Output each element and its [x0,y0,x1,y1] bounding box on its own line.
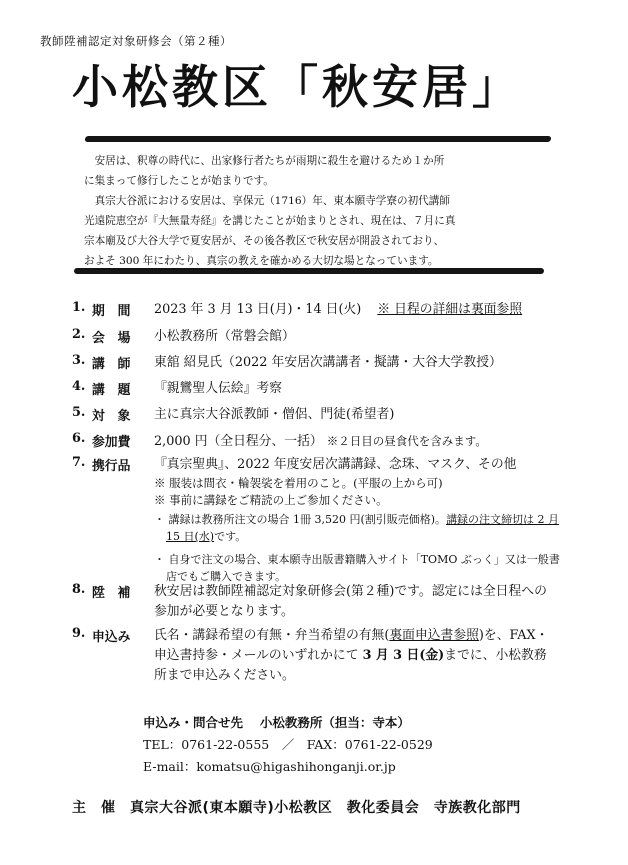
item-value [154,300,564,320]
item-label: 参加費 [92,435,131,450]
intro-text [84,151,546,271]
period-note: ※ 日程の詳細は裏面参照 [377,302,523,317]
item-label: 講 題 [92,383,131,398]
item-value [154,626,554,686]
application-deadline: 3 月 3 日(金) [362,648,445,663]
intro-p2-line1: 真宗大谷派における安居は、享保元（1716）年、東本願寺学寮の初代講師 [94,195,450,207]
item-label: 会 場 [92,331,131,346]
period-dates: 2023 年 3 月 13 日(月)・14 日(火) [154,302,362,317]
order-note [154,511,564,545]
item-label: 陞 補 [92,586,131,601]
order-note-deadline: 締切は 2 月 15 日(水) [166,513,560,543]
item-value [154,455,564,585]
fee-note: ※２日目の昼食代を含みます。 [326,434,487,448]
brush-divider-bottom [74,268,544,274]
self-order-note: ・ 自身で注文の場合、東本願寺出版書籍購入サイト「TOMO ぶっく」又は一般書店でもご購入できます。 [154,553,560,583]
organizer-footer: 主 催 真宗大谷派(東本願寺)小松教区 教化委員会 寺族教化部門 [72,800,521,816]
item-label: 期 間 [92,304,131,319]
item-number: 8. [72,582,86,597]
contact-block [143,712,433,778]
contact-email[interactable]: E-mail：komatsu@higashihonganji.or.jp [143,759,396,774]
fee-amount: 2,000 円（全日程分、一括） [154,434,323,449]
item-number: 3. [72,353,86,368]
belongings-list: 『真宗聖典』、2022 年度安居次講講録、念珠、マスク、その他 [154,457,517,472]
item-number: 6. [72,431,86,446]
intro-p2-line4: およそ 300 年にわたり、真宗の教えを確かめる大切な場となっています。 [84,255,439,267]
item-label: 携行品 [92,459,131,474]
item-value: 小松教務所（常磐会館） [154,329,295,344]
intro-p2-line2: 光遠院恵空が『大無量寿経』を講じたことが始まりとされ、現在は、７月に真 [84,215,456,227]
dress-note: ※ 服装は間衣・輪袈裟を着用のこと。(平服の上から可) [154,476,443,490]
reading-note: ※ 事前に講録をご精読の上ご参加ください。 [154,493,388,507]
item-value [154,431,564,452]
intro-p1-line1: 安居は、釈尊の時代に、出家修行者たちが雨期に殺生を避けるため１か所 [94,155,445,167]
application-text-c: までに、小松教務所まで申込みください。 [154,648,547,683]
item-value: 秋安居は教師陞補認定対象研修会(第２種)です。認定には全日程への参加が必要となります。 [154,584,547,619]
item-label: 講 師 [92,357,131,372]
item-number: 1. [72,300,86,315]
intro-p2-line3: 宗本廟及び大谷大学で夏安居が、その後各教区で秋安居が開設されており、 [84,235,445,247]
item-value: 『親鸞聖人伝絵』考察 [154,381,282,396]
contact-heading: 申込み・問合せ先 小松教務所（担当：寺本） [143,715,410,730]
item-label: 対 象 [92,409,131,424]
order-note-end: です。 [214,530,247,543]
item-label: 申込み [92,630,131,645]
brush-divider-top [85,136,552,142]
item-number: 5. [72,405,86,420]
intro-p1-line2: に集まって修行したことが始まりです。 [84,175,274,187]
application-text-b: )を、FAX・申込書持参・メールのいずれかにて [154,628,549,663]
item-number: 2. [72,327,86,342]
order-note-text: ・ 講録は教務所注文の場合 1冊 3,520 円(割引販売価格)。 [154,513,447,526]
item-number: 4. [72,379,86,394]
item-number: 9. [72,626,86,641]
subtitle: 教師陞補認定対象研修会（第２種） [40,34,232,48]
contact-phone-fax: TEL：0761-22-0555 ／ FAX：0761-22-0529 [143,737,433,752]
item-value: 東舘 紹見氏（2022 年安居次講講者・擬講・大谷大学教授） [154,355,502,370]
item-value: 主に真宗大谷派教師・僧侶、門徒(希望者) [154,407,395,422]
application-text-a: 氏名・講録希望の有無・弁当希望の有無( [154,628,390,643]
order-note-deadline-label: 講録の注文 [446,513,502,526]
application-form-ref: 裏面申込書参照 [389,628,479,643]
page-title: 小松教区「秋安居」 [72,60,522,114]
item-number: 7. [72,455,86,470]
